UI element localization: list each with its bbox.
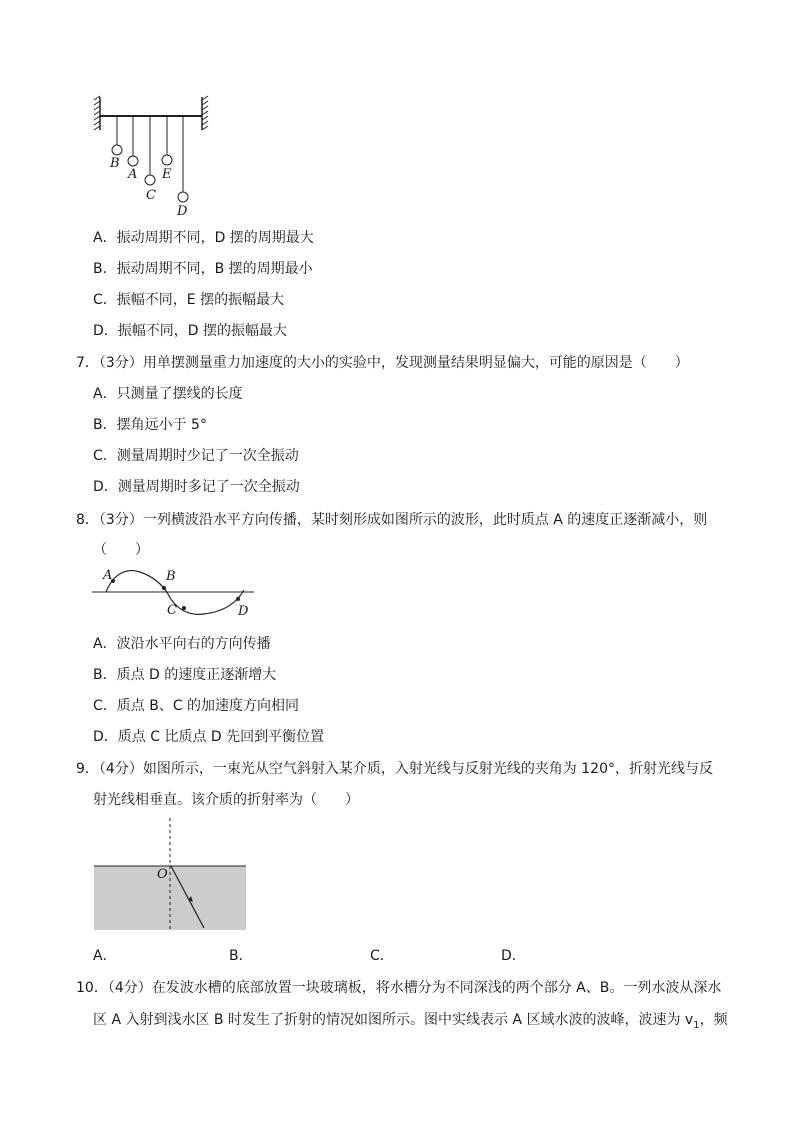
wave-label-c: C [167,603,177,618]
q8-option-a: A．波沿水平向右的方向传播 [93,636,271,652]
pendulum-label-e: E [162,167,172,182]
refraction-label-o: O [157,867,168,882]
pendulum-label-d: D [177,204,188,219]
q8-option-d: D．质点 C 比质点 D 先回到平衡位置 [93,729,325,745]
q7-option-c: C．测量周期时少记了一次全振动 [93,448,299,464]
q9-option-a: A． [93,948,117,964]
q7-option-b: B．摆角远小于 5° [93,417,207,433]
refraction-figure [92,818,248,933]
q10-line2-tail: ，频 [699,1012,728,1028]
q8-option-b: B．质点 D 的速度正逐渐增大 [93,667,277,683]
pendulum-label-b: B [110,156,120,171]
q7-stem: 7．（3分）用单摆测量重力加速度的大小的实验中，发现测量结果明显偏大，可能的原因是（ ） [76,355,689,371]
q7-option-d: D．测量周期时多记了一次全振动 [93,479,300,495]
wave-figure [92,566,262,622]
q9-option-b: B． [229,948,253,964]
q6-option-b: B．振动周期不同，B 摆的周期最小 [93,261,313,277]
q8-option-c: C．质点 B、C 的加速度方向相同 [93,698,300,714]
q8-stem-line1: 8．（3分）一列横波沿水平方向传播，某时刻形成如图所示的波形，此时质点 A 的速度正逐渐减小，则 [76,512,708,528]
q8-stem-line2: （ ） [93,542,149,558]
q10-line2-main: 区 A 入射到浅水区 B 时发生了折射的情况如图所示。图中实线表示 A 区域水波的波峰，波速为 v [93,1012,694,1028]
q10-line2 [93,1009,728,1031]
pendulum-label-a: A [128,167,138,182]
q10-line1: 10．（4分）在发波水槽的底部放置一块玻璃板，将水槽分为不同深浅的两个部分 A、B。一列水波从深水 [76,980,722,996]
q6-option-a: A．振动周期不同，D 摆的周期最大 [93,230,314,246]
wave-label-b: B [166,569,176,584]
q9-stem-line2: 射光线相垂直。该介质的折射率为（ ） [93,792,359,808]
q7-option-a: A．只测量了摆线的长度 [93,386,243,402]
q6-option-c: C．振幅不同，E 摆的振幅最大 [93,292,285,308]
wave-label-a: A [103,568,113,583]
q10-line2-sub: 1 [693,1019,700,1031]
q9-option-d: D． [501,948,526,964]
pendulum-label-c: C [146,188,156,203]
q9-option-c: C． [370,948,394,964]
q9-stem-line1: 9．（4分）如图所示，一束光从空气斜射入某介质，入射光线与反射光线的夹角为 120°，折射光线与反 [76,761,713,777]
wave-label-d: D [238,604,249,619]
q6-option-d: D．振幅不同，D 摆的振幅最大 [93,323,288,339]
